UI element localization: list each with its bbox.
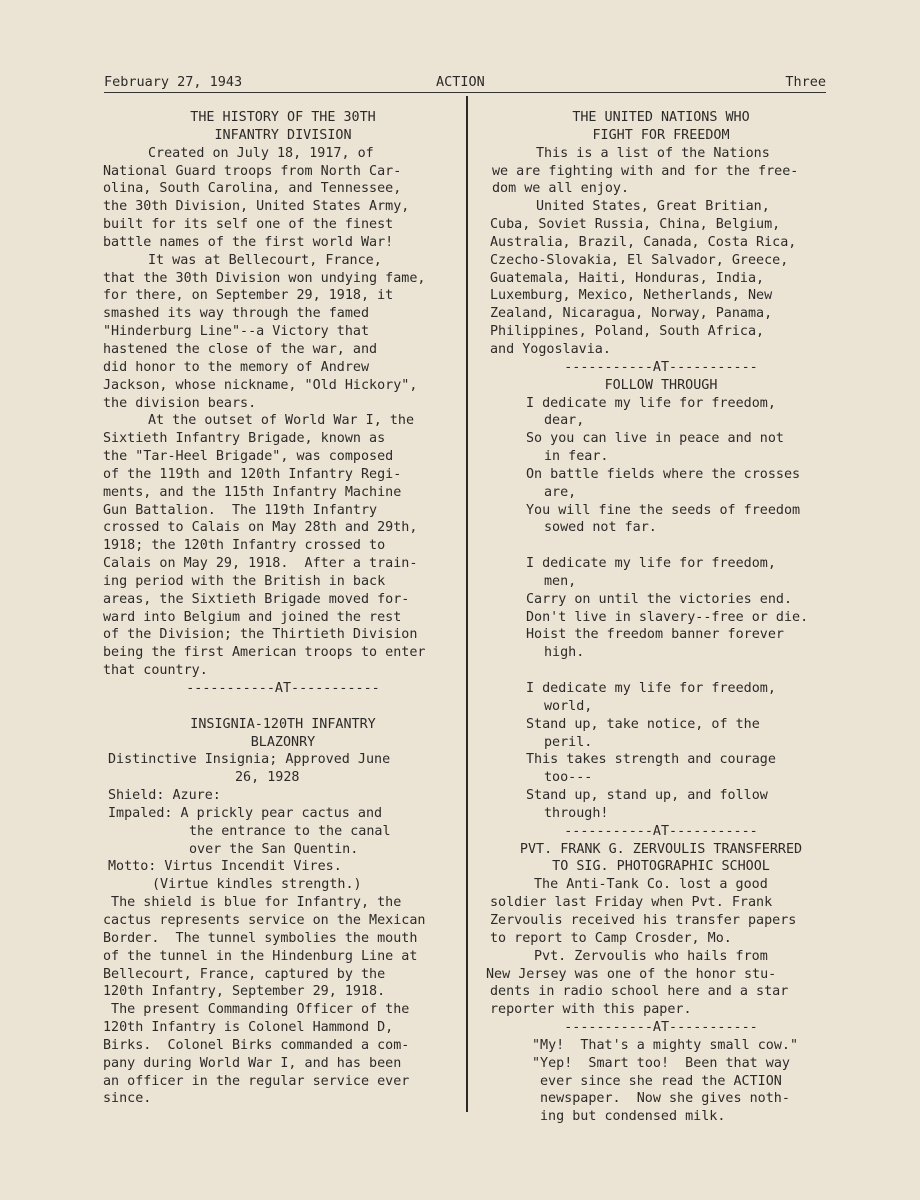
text-line: the "Tar-Heel Brigade", was composed xyxy=(103,449,394,465)
text-line: peril. xyxy=(544,734,593,750)
text-line: -----------AT----------- xyxy=(564,359,758,375)
text-line: Impaled: A prickly pear cactus and xyxy=(108,805,383,821)
text-line: It was at Bellecourt, France, xyxy=(148,252,382,268)
text-line: of the Division; the Thirtieth Division xyxy=(103,627,418,643)
text-line: National Guard troops from North Car- xyxy=(103,163,402,179)
text-line: Motto: Virtus Incendit Vires. xyxy=(108,859,342,875)
text-line: men, xyxy=(544,573,577,589)
text-line: -----------AT----------- xyxy=(186,681,380,696)
text-line: olina, South Carolina, and Tennessee, xyxy=(103,181,402,197)
text-line: FOLLOW THROUGH xyxy=(604,377,718,393)
text-line: PVT. FRANK G. ZERVOULIS TRANSFERRED xyxy=(519,841,803,857)
text-line: that the 30th Division won undying fame, xyxy=(103,270,426,286)
text-line: INFANTRY DIVISION xyxy=(214,127,352,143)
text-line: BLAZONRY xyxy=(250,734,316,750)
text-line: Czecho-Slovakia, El Salvador, Greece, xyxy=(490,252,789,268)
text-line: cactus represents service on the Mexican xyxy=(103,912,426,928)
right-column xyxy=(486,109,836,1126)
text-line: Gun Battalion. The 119th Infantry xyxy=(103,502,378,518)
text-line: THE HISTORY OF THE 30TH xyxy=(190,110,376,125)
text-line: too--- xyxy=(544,770,593,786)
blank-line xyxy=(486,662,836,680)
text-line: On battle fields where the crosses xyxy=(526,466,801,482)
text-line: Pvt. Zervoulis who hails from xyxy=(534,948,768,964)
text-line: dents in radio school here and a star xyxy=(490,984,789,1000)
text-line: At the outset of World War I, the xyxy=(148,413,415,429)
text-line: of the 119th and 120th Infantry Regi- xyxy=(103,466,402,482)
text-line: soldier last Friday when Pvt. Frank xyxy=(490,895,773,911)
text-line: (Virtue kindles strength.) xyxy=(152,877,362,893)
text-line: Zervoulis received his transfer papers xyxy=(490,912,797,928)
text-line: Stand up, stand up, and follow xyxy=(526,788,768,804)
text-line: are, xyxy=(544,484,577,500)
text-line: So you can live in peace and not xyxy=(526,431,784,447)
text-line: Zealand, Nicaragua, Norway, Panama, xyxy=(490,306,773,322)
text-line: I dedicate my life for freedom, xyxy=(526,681,776,696)
text-line: that country. xyxy=(103,663,208,679)
text-line: the entrance to the canal xyxy=(189,823,391,839)
text-line: The shield is blue for Infantry, the xyxy=(103,895,402,911)
text-line: pany during World War I, and has been xyxy=(103,1055,402,1071)
text-line: ing but condensed milk. xyxy=(540,1109,726,1125)
text-line: This is a list of the Nations xyxy=(536,145,770,161)
text-line: -----------AT----------- xyxy=(564,1020,758,1036)
text-line: did honor to the memory of Andrew xyxy=(103,359,370,375)
text-line: sowed not far. xyxy=(544,520,657,536)
text-line: an officer in the regular service ever xyxy=(103,1073,410,1089)
text-line: The Anti-Tank Co. lost a good xyxy=(534,877,768,893)
text-line: the division bears. xyxy=(103,395,257,411)
text-line: Jackson, whose nickname, "Old Hickory", xyxy=(103,377,418,393)
text-line: crossed to Calais on May 28th and 29th, xyxy=(103,520,418,536)
text-line: through! xyxy=(544,805,609,821)
text-line: world, xyxy=(544,698,593,714)
text-line: FIGHT FOR FREEDOM xyxy=(592,127,730,143)
header-rule xyxy=(104,92,826,93)
text-line: Cuba, Soviet Russia, China, Belgium, xyxy=(490,217,781,233)
text-line: You will fine the seeds of freedom xyxy=(526,502,801,518)
text-line: Bellecourt, France, captured by the xyxy=(103,966,386,982)
text-line: being the first American troops to enter xyxy=(103,645,426,661)
header-date: February 27, 1943 xyxy=(104,74,243,90)
left-column xyxy=(100,109,466,1108)
text-line: dom we all enjoy. xyxy=(492,181,630,197)
text-line: Australia, Brazil, Canada, Costa Rica, xyxy=(490,234,797,250)
text-line: 26, 1928 xyxy=(235,770,300,786)
text-line: The present Commanding Officer of the xyxy=(103,1002,410,1018)
text-line: Shield: Azure: xyxy=(108,788,221,804)
text-line: smashed its way through the famed xyxy=(103,306,370,322)
text-line: built for its self one of the finest xyxy=(103,217,394,233)
text-line: TO SIG. PHOTOGRAPHIC SCHOOL xyxy=(552,859,770,875)
text-line: ever since she read the ACTION xyxy=(540,1073,782,1089)
text-line: Carry on until the victories end. xyxy=(526,591,793,607)
text-line: "Hinderburg Line"--a Victory that xyxy=(103,324,370,340)
blank-line xyxy=(100,698,466,716)
text-line: to report to Camp Crosder, Mo. xyxy=(490,930,732,946)
text-line: and Yogoslavia. xyxy=(490,341,611,357)
text-line: 120th Infantry is Colonel Hammond D, xyxy=(103,1020,394,1036)
text-line: Hoist the freedom banner forever xyxy=(526,627,784,643)
text-line: United States, Great Britian, xyxy=(536,199,770,215)
text-line: Don't live in slavery--free or die. xyxy=(526,609,809,625)
text-line: of the tunnel in the Hindenburg Line at xyxy=(103,948,418,964)
text-line: ing period with the British in back xyxy=(103,573,386,589)
text-line: 120th Infantry, September 29, 1918. xyxy=(103,984,386,1000)
text-line: Luxemburg, Mexico, Netherlands, New xyxy=(490,288,773,304)
text-line: we are fighting with and for the free- xyxy=(492,163,799,179)
page-header xyxy=(104,74,826,92)
text-line: Sixtieth Infantry Brigade, known as xyxy=(103,431,386,447)
text-line: -----------AT----------- xyxy=(564,823,758,839)
text-line: the 30th Division, United States Army, xyxy=(103,199,410,215)
text-line: "Yep! Smart too! Been that way xyxy=(532,1055,790,1071)
text-line: over the San Quentin. xyxy=(189,841,359,857)
text-line: newspaper. Now she gives noth- xyxy=(540,1091,790,1107)
text-line: ward into Belgium and joined the rest xyxy=(103,609,402,625)
text-line: Border. The tunnel symbolies the mouth xyxy=(103,930,418,946)
text-line: since. xyxy=(103,1091,152,1107)
text-line: battle names of the first world War! xyxy=(103,234,394,250)
header-page-number: Three xyxy=(785,74,826,90)
text-line: areas, the Sixtieth Brigade moved for- xyxy=(103,591,410,607)
text-line: New Jersey was one of the honor stu- xyxy=(486,966,777,982)
text-line: Calais on May 29, 1918. After a train- xyxy=(103,556,418,572)
text-line: 1918; the 120th Infantry crossed to xyxy=(103,538,386,554)
text-line: I dedicate my life for freedom, xyxy=(526,556,776,572)
text-line: ments, and the 115th Infantry Machine xyxy=(103,484,402,500)
header-title: ACTION xyxy=(436,74,485,90)
blank-line xyxy=(486,537,836,555)
column-divider xyxy=(466,96,468,1112)
text-line: hastened the close of the war, and xyxy=(103,341,378,357)
text-line: Birks. Colonel Birks commanded a com- xyxy=(103,1037,410,1053)
text-line: for there, on September 29, 1918, it xyxy=(103,288,394,304)
text-line: Distinctive Insignia; Approved June xyxy=(108,752,391,768)
text-line: high. xyxy=(544,645,585,661)
text-line: Stand up, take notice, of the xyxy=(526,716,760,732)
text-line: This takes strength and courage xyxy=(526,752,776,768)
text-line: dear, xyxy=(544,413,585,429)
text-line: INSIGNIA-120TH INFANTRY xyxy=(190,716,376,732)
text-line: in fear. xyxy=(544,449,609,465)
text-line: THE UNITED NATIONS WHO xyxy=(572,110,750,125)
text-line: Created on July 18, 1917, of xyxy=(148,145,374,161)
text-line: I dedicate my life for freedom, xyxy=(526,395,776,411)
text-line: Philippines, Poland, South Africa, xyxy=(490,324,765,340)
text-line: reporter with this paper. xyxy=(490,1002,692,1018)
text-line: "My! That's a mighty small cow." xyxy=(532,1037,799,1053)
text-line: Guatemala, Haiti, Honduras, India, xyxy=(490,270,765,286)
